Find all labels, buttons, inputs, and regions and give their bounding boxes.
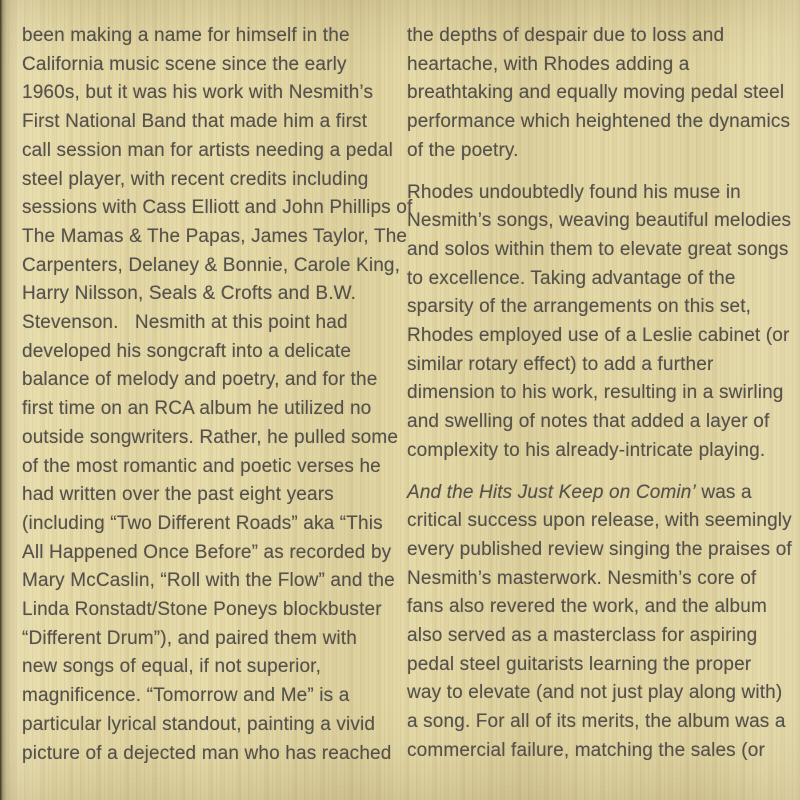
text-line: had written over the past eight years bbox=[22, 484, 334, 506]
paragraph bbox=[407, 179, 792, 466]
text-line: fans also revered the work, and the album bbox=[407, 596, 767, 618]
text-line: “Different Drum”), and paired them with bbox=[22, 627, 357, 649]
text-line: 1960s, but it was his work with Nesmith’s bbox=[22, 82, 374, 104]
text-line: Carpenters, Delaney & Bonnie, Carole King, bbox=[22, 254, 401, 276]
text-line: And the Hits Just Keep on Comin’ was a bbox=[407, 481, 752, 503]
text-line: every published review singing the praises of bbox=[407, 538, 792, 560]
text-line: sessions with Cass Elliott and John Phillips of bbox=[22, 197, 413, 219]
text-line: particular lyrical standout, painting a vivid bbox=[22, 713, 376, 735]
text-line: way to elevate (and not just play along with) bbox=[407, 682, 783, 704]
text-line: Rhodes employed use of a Leslie cabinet (or bbox=[407, 325, 790, 347]
text-line: breathtaking and equally moving pedal steel bbox=[407, 82, 785, 104]
text-line: picture of a dejected man who has reached bbox=[22, 742, 392, 764]
text-line: also served as a masterclass for aspiring bbox=[407, 625, 758, 647]
text-line: steel player, with recent credits including bbox=[22, 168, 369, 190]
text-line: magnificence. “Tomorrow and Me” is a bbox=[22, 685, 350, 707]
text-line: Harry Nilsson, Seals & Crofts and B.W. bbox=[22, 283, 357, 305]
text-line: (including “Two Different Roads” aka “This bbox=[22, 512, 383, 534]
text-line: of the most romantic and poetic verses he bbox=[22, 455, 381, 477]
text-line: All Happened Once Before” as recorded by bbox=[22, 541, 392, 563]
text-line: the depths of despair due to loss and bbox=[407, 25, 725, 46]
text-line: balance of melody and poetry, and for the bbox=[22, 369, 378, 391]
liner-notes-right-column bbox=[407, 0, 792, 766]
liner-notes-left-column bbox=[22, 0, 413, 768]
text-line: call session man for artists needing a pedal bbox=[22, 139, 393, 161]
text-line: been making a name for himself in the bbox=[22, 25, 350, 46]
text-line: California music scene since the early bbox=[22, 53, 347, 75]
text-line: outside songwriters. Rather, he pulled some bbox=[22, 426, 399, 448]
text-line: and swelling of notes that added a layer of bbox=[407, 411, 770, 433]
text-line: to excellence. Taking advantage of the bbox=[407, 267, 736, 289]
text-line: and solos within them to elevate great songs bbox=[407, 238, 789, 260]
text-line: The Mamas & The Papas, James Taylor, The bbox=[22, 225, 408, 247]
text-line: developed his songcraft into a delicate bbox=[22, 340, 352, 362]
text-line: Rhodes undoubtedly found his muse in bbox=[407, 181, 741, 203]
text-line: Linda Ronstadt/Stone Poneys blockbuster bbox=[22, 599, 382, 621]
text-line: heartache, with Rhodes adding a bbox=[407, 53, 690, 75]
text-line: Nesmith’s songs, weaving beautiful melodies bbox=[407, 210, 792, 232]
text-line: pedal steel guitarists learning the proper bbox=[407, 653, 752, 675]
paragraph bbox=[407, 479, 792, 766]
text-line: First National Band that made him a first bbox=[22, 111, 368, 133]
text-line: performance which heightened the dynamics bbox=[407, 111, 791, 133]
text-line: a song. For all of its merits, the album was a bbox=[407, 711, 786, 733]
text-line: Mary McCaslin, “Roll with the Flow” and the bbox=[22, 570, 395, 592]
text-line: Stevenson. Nesmith at this point had bbox=[22, 312, 348, 334]
text-line: commercial failure, matching the sales (or bbox=[407, 739, 765, 761]
text-line: Nesmith’s masterwork. Nesmith’s core of bbox=[407, 567, 757, 589]
text-line: of the poetry. bbox=[407, 139, 519, 161]
text-line: first time on an RCA album he utilized no bbox=[22, 398, 372, 420]
text-line: dimension to his work, resulting in a swirling bbox=[407, 382, 784, 404]
text-line: sparsity of the arrangements on this set, bbox=[407, 296, 752, 318]
text-line: similar rotary effect) to add a further bbox=[407, 353, 714, 375]
text-line: complexity to his already-intricate playing. bbox=[407, 439, 766, 461]
paragraph bbox=[407, 22, 789, 166]
paragraph bbox=[22, 22, 413, 768]
text-line: new songs of equal, if not superior, bbox=[22, 656, 322, 678]
text-line: critical success upon release, with seemingly bbox=[407, 510, 792, 532]
